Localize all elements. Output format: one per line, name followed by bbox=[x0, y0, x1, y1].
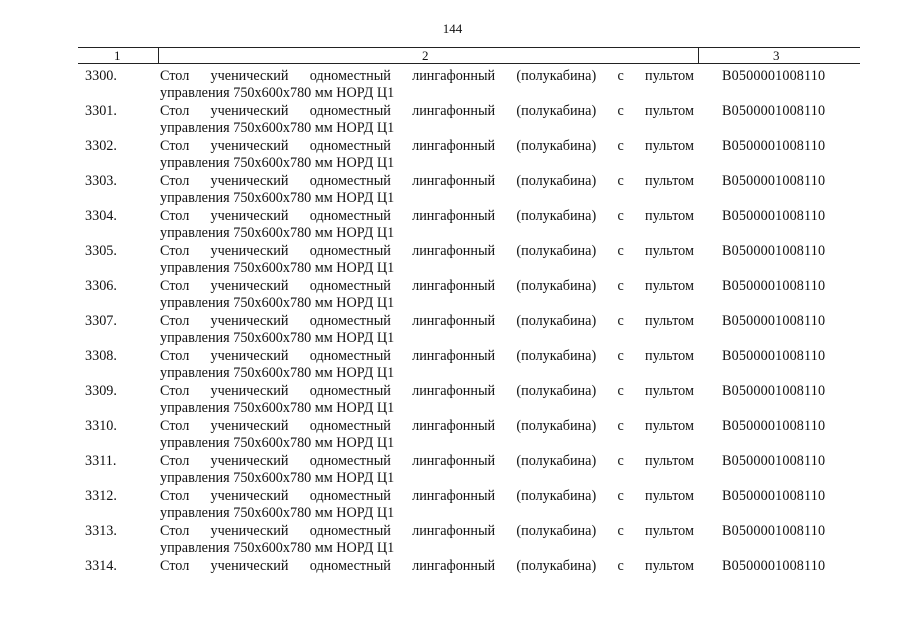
description-word: пультом bbox=[645, 208, 694, 224]
item-description bbox=[160, 558, 694, 575]
column-header-3: 3 bbox=[773, 48, 780, 63]
column-divider bbox=[158, 47, 159, 63]
description-word: лингафонный bbox=[412, 313, 496, 329]
description-word: Стол bbox=[160, 558, 190, 574]
description-line-2: управления 750х600х780 мм НОРД Ц1 bbox=[160, 190, 395, 206]
description-line-1 bbox=[160, 488, 694, 505]
description-line-2: управления 750х600х780 мм НОРД Ц1 bbox=[160, 120, 395, 136]
description-word: ученический bbox=[210, 243, 289, 259]
description-word: лингафонный bbox=[412, 558, 496, 574]
description-word: Стол bbox=[160, 243, 190, 259]
description-word: (полукабина) bbox=[516, 138, 597, 154]
description-word: (полукабина) bbox=[516, 348, 597, 364]
description-word: одноместный bbox=[309, 313, 391, 329]
table-row bbox=[78, 379, 860, 414]
description-word: Стол bbox=[160, 208, 190, 224]
description-word: ученический bbox=[210, 278, 289, 294]
row-number: 3300. bbox=[85, 68, 117, 84]
description-word: лингафонный bbox=[412, 278, 496, 294]
description-word: одноместный bbox=[309, 348, 391, 364]
description-word: ученический bbox=[210, 173, 289, 189]
item-code: B0500001008110 bbox=[722, 523, 826, 539]
description-word: (полукабина) bbox=[516, 418, 597, 434]
description-word: лингафонный bbox=[412, 523, 496, 539]
item-code: B0500001008110 bbox=[722, 173, 826, 189]
row-number: 3312. bbox=[85, 488, 117, 504]
description-word: пультом bbox=[645, 313, 694, 329]
description-word: ученический bbox=[210, 488, 289, 504]
row-number: 3305. bbox=[85, 243, 117, 259]
description-word: ученический bbox=[210, 453, 289, 469]
description-word: лингафонный bbox=[412, 173, 496, 189]
table-row bbox=[78, 414, 860, 449]
table-body bbox=[78, 64, 860, 589]
column-header-2: 2 bbox=[422, 48, 429, 63]
description-word: лингафонный bbox=[412, 383, 496, 399]
row-number: 3304. bbox=[85, 208, 117, 224]
item-code: B0500001008110 bbox=[722, 383, 826, 399]
items-table bbox=[78, 47, 860, 589]
description-word: ученический bbox=[210, 138, 289, 154]
table-header bbox=[78, 47, 860, 64]
description-word: лингафонный bbox=[412, 418, 496, 434]
description-word: с bbox=[617, 523, 624, 539]
description-word: (полукабина) bbox=[516, 313, 597, 329]
description-word: пультом bbox=[645, 278, 694, 294]
item-description bbox=[160, 173, 694, 207]
description-line-1 bbox=[160, 208, 694, 225]
description-line-1 bbox=[160, 103, 694, 120]
row-number: 3302. bbox=[85, 138, 117, 154]
description-word: лингафонный bbox=[412, 103, 496, 119]
item-description bbox=[160, 523, 694, 557]
description-word: Стол bbox=[160, 523, 190, 539]
item-description bbox=[160, 348, 694, 382]
table-row bbox=[78, 204, 860, 239]
description-word: ученический bbox=[210, 68, 289, 84]
item-code: B0500001008110 bbox=[722, 138, 826, 154]
description-word: (полукабина) bbox=[516, 103, 597, 119]
description-line-2: управления 750х600х780 мм НОРД Ц1 bbox=[160, 365, 395, 381]
column-divider bbox=[698, 47, 699, 63]
table-row bbox=[78, 99, 860, 134]
item-code: B0500001008110 bbox=[722, 103, 826, 119]
description-word: одноместный bbox=[309, 278, 391, 294]
description-word: (полукабина) bbox=[516, 558, 597, 574]
description-line-1 bbox=[160, 523, 694, 540]
item-code: B0500001008110 bbox=[722, 243, 826, 259]
description-word: ученический bbox=[210, 383, 289, 399]
description-word: с bbox=[617, 138, 624, 154]
description-word: Стол bbox=[160, 488, 190, 504]
description-word: одноместный bbox=[309, 418, 391, 434]
description-word: ученический bbox=[210, 313, 289, 329]
table-row bbox=[78, 344, 860, 379]
description-word: (полукабина) bbox=[516, 453, 597, 469]
description-word: (полукабина) bbox=[516, 278, 597, 294]
description-word: (полукабина) bbox=[516, 173, 597, 189]
description-line-1 bbox=[160, 348, 694, 365]
description-word: лингафонный bbox=[412, 138, 496, 154]
description-word: ученический bbox=[210, 103, 289, 119]
row-number: 3313. bbox=[85, 523, 117, 539]
description-line-2: управления 750х600х780 мм НОРД Ц1 bbox=[160, 155, 395, 171]
description-word: (полукабина) bbox=[516, 523, 597, 539]
table-row bbox=[78, 239, 860, 274]
description-word: Стол bbox=[160, 68, 190, 84]
description-word: ученический bbox=[210, 418, 289, 434]
description-line-1 bbox=[160, 173, 694, 190]
item-description bbox=[160, 68, 694, 102]
description-word: одноместный bbox=[309, 383, 391, 399]
description-word: одноместный bbox=[309, 103, 391, 119]
description-line-2: управления 750х600х780 мм НОРД Ц1 bbox=[160, 225, 395, 241]
description-word: лингафонный bbox=[412, 68, 496, 84]
item-description bbox=[160, 383, 694, 417]
description-word: пультом bbox=[645, 488, 694, 504]
table-row bbox=[78, 519, 860, 554]
description-line-2: управления 750х600х780 мм НОРД Ц1 bbox=[160, 435, 395, 451]
description-word: Стол bbox=[160, 383, 190, 399]
item-description bbox=[160, 278, 694, 312]
description-line-2: управления 750х600х780 мм НОРД Ц1 bbox=[160, 330, 395, 346]
description-word: Стол bbox=[160, 453, 190, 469]
description-word: пультом bbox=[645, 243, 694, 259]
row-number: 3306. bbox=[85, 278, 117, 294]
description-word: с bbox=[617, 68, 624, 84]
description-line-2: управления 750х600х780 мм НОРД Ц1 bbox=[160, 505, 395, 521]
item-code: B0500001008110 bbox=[722, 348, 826, 364]
description-word: одноместный bbox=[309, 488, 391, 504]
table-row bbox=[78, 274, 860, 309]
description-word: с bbox=[617, 313, 624, 329]
description-word: с bbox=[617, 488, 624, 504]
item-code: B0500001008110 bbox=[722, 313, 826, 329]
item-code: B0500001008110 bbox=[722, 453, 826, 469]
description-line-2: управления 750х600х780 мм НОРД Ц1 bbox=[160, 470, 395, 486]
description-word: (полукабина) bbox=[516, 243, 597, 259]
table-row bbox=[78, 554, 860, 589]
description-word: (полукабина) bbox=[516, 208, 597, 224]
description-word: пультом bbox=[645, 138, 694, 154]
table-row bbox=[78, 449, 860, 484]
description-word: с bbox=[617, 453, 624, 469]
table-row bbox=[78, 484, 860, 519]
description-word: одноместный bbox=[309, 68, 391, 84]
item-code: B0500001008110 bbox=[722, 208, 826, 224]
description-word: пультом bbox=[645, 173, 694, 189]
description-word: Стол bbox=[160, 103, 190, 119]
description-word: с bbox=[617, 278, 624, 294]
description-word: пультом bbox=[645, 103, 694, 119]
description-word: с bbox=[617, 383, 624, 399]
row-number: 3303. bbox=[85, 173, 117, 189]
description-word: лингафонный bbox=[412, 488, 496, 504]
description-word: одноместный bbox=[309, 243, 391, 259]
description-word: лингафонный bbox=[412, 453, 496, 469]
description-word: Стол bbox=[160, 138, 190, 154]
description-word: ученический bbox=[210, 523, 289, 539]
item-code: B0500001008110 bbox=[722, 68, 826, 84]
description-word: пультом bbox=[645, 348, 694, 364]
description-word: Стол bbox=[160, 418, 190, 434]
description-word: Стол bbox=[160, 278, 190, 294]
description-line-1 bbox=[160, 383, 694, 400]
description-word: пультом bbox=[645, 68, 694, 84]
description-word: одноместный bbox=[309, 138, 391, 154]
description-line-1 bbox=[160, 278, 694, 295]
description-word: с bbox=[617, 243, 624, 259]
description-word: лингафонный bbox=[412, 348, 496, 364]
description-word: с bbox=[617, 418, 624, 434]
item-description bbox=[160, 243, 694, 277]
description-word: пультом bbox=[645, 418, 694, 434]
table-row bbox=[78, 64, 860, 99]
description-line-2: управления 750х600х780 мм НОРД Ц1 bbox=[160, 85, 395, 101]
row-number: 3311. bbox=[85, 453, 117, 469]
row-number: 3309. bbox=[85, 383, 117, 399]
description-word: одноместный bbox=[309, 523, 391, 539]
description-word: (полукабина) bbox=[516, 488, 597, 504]
row-number: 3307. bbox=[85, 313, 117, 329]
item-description bbox=[160, 418, 694, 452]
description-word: пультом bbox=[645, 453, 694, 469]
item-description bbox=[160, 208, 694, 242]
description-line-2: управления 750х600х780 мм НОРД Ц1 bbox=[160, 295, 395, 311]
description-word: лингафонный bbox=[412, 208, 496, 224]
row-number: 3310. bbox=[85, 418, 117, 434]
description-word: (полукабина) bbox=[516, 383, 597, 399]
description-word: с bbox=[617, 173, 624, 189]
description-line-1 bbox=[160, 68, 694, 85]
description-word: с bbox=[617, 558, 624, 574]
description-word: с bbox=[617, 208, 624, 224]
item-code: B0500001008110 bbox=[722, 488, 826, 504]
description-word: ученический bbox=[210, 348, 289, 364]
table-row bbox=[78, 169, 860, 204]
description-word: Стол bbox=[160, 313, 190, 329]
description-word: (полукабина) bbox=[516, 68, 597, 84]
item-code: B0500001008110 bbox=[722, 558, 826, 574]
item-description bbox=[160, 453, 694, 487]
item-description bbox=[160, 138, 694, 172]
description-line-1 bbox=[160, 453, 694, 470]
description-line-1 bbox=[160, 138, 694, 155]
description-word: лингафонный bbox=[412, 243, 496, 259]
description-line-2: управления 750х600х780 мм НОРД Ц1 bbox=[160, 260, 395, 276]
description-line-1 bbox=[160, 243, 694, 260]
item-description bbox=[160, 488, 694, 522]
description-word: с bbox=[617, 348, 624, 364]
row-number: 3308. bbox=[85, 348, 117, 364]
column-header-1: 1 bbox=[114, 48, 121, 63]
item-code: B0500001008110 bbox=[722, 418, 826, 434]
description-line-2: управления 750х600х780 мм НОРД Ц1 bbox=[160, 400, 395, 416]
item-description bbox=[160, 103, 694, 137]
table-row bbox=[78, 134, 860, 169]
description-word: одноместный bbox=[309, 453, 391, 469]
description-line-1 bbox=[160, 558, 694, 575]
description-word: Стол bbox=[160, 348, 190, 364]
table-row bbox=[78, 309, 860, 344]
item-description bbox=[160, 313, 694, 347]
description-word: ученический bbox=[210, 208, 289, 224]
description-line-1 bbox=[160, 418, 694, 435]
description-line-2: управления 750х600х780 мм НОРД Ц1 bbox=[160, 540, 395, 556]
description-word: одноместный bbox=[309, 208, 391, 224]
description-word: Стол bbox=[160, 173, 190, 189]
description-word: одноместный bbox=[309, 558, 391, 574]
description-word: ученический bbox=[210, 558, 289, 574]
description-word: с bbox=[617, 103, 624, 119]
row-number: 3301. bbox=[85, 103, 117, 119]
description-word: пультом bbox=[645, 383, 694, 399]
item-code: B0500001008110 bbox=[722, 278, 826, 294]
description-line-1 bbox=[160, 313, 694, 330]
row-number: 3314. bbox=[85, 558, 117, 574]
page-number: 144 bbox=[442, 21, 463, 36]
description-word: одноместный bbox=[309, 173, 391, 189]
description-word: пультом bbox=[645, 523, 694, 539]
description-word: пультом bbox=[645, 558, 694, 574]
